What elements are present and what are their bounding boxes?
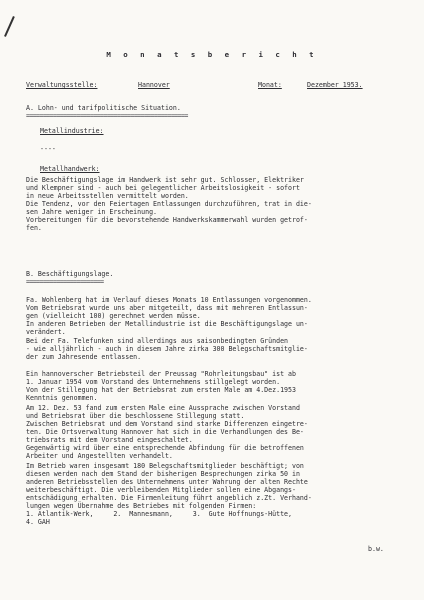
section-b-line: triebsrats mit dem Vorstand eingeschaltet. — [26, 436, 193, 444]
section-a-line: und Klempner sind - auch bei gelegentlicher Arbeitslosigkeit - sofort — [26, 184, 300, 192]
section-a-line: sen Jahre weniger in Erscheinung. — [26, 208, 158, 216]
section-b-line: gen (vielleicht 100) gerechnet werden müsse. — [26, 312, 201, 320]
metal-industry-dash: ---- — [40, 145, 56, 153]
section-b-line: Von der Stillegung hat der Betriebsrat zum ersten Male am 4.Dez.1953 — [26, 386, 296, 394]
section-b-line: - wie alljährlich - auch in diesem Jahre zirka 300 Belegschaftsmitglie- — [26, 345, 308, 353]
section-b-line: anderen Betriebsstellen des Unternehmens unter Wahrung der alten Rechte — [26, 478, 308, 486]
pen-stroke-mark — [4, 16, 15, 37]
section-b-line: In anderen Betrieben der Metallindustrie ist die Beschäftigungslage un- — [26, 320, 308, 328]
section-b-line: Ein hannoverscher Betriebsteil der Preussag "Rohrleitungsbau" ist ab — [26, 370, 296, 378]
section-b-line: verändert. — [26, 328, 66, 336]
section-b-line: lungen wegen Übernahme des Betriebes mit folgenden Firmen: — [26, 502, 257, 510]
section-a-line: fen. — [26, 224, 42, 232]
section-b-line: Zwischen Betriebsrat und dem Vorstand sind starke Differenzen eingetre- — [26, 420, 308, 428]
month-value: Dezember 1953. — [307, 81, 363, 89]
section-b-heading: B. Beschäftigungslage. — [26, 270, 114, 278]
metal-industry-heading: Metallindustrie: — [40, 127, 104, 135]
signature-initials: b.w. — [368, 545, 384, 553]
section-a-line: Die Tendenz, vor den Feiertagen Entlassungen durchzuführen, trat in die- — [26, 200, 312, 208]
section-b-line: Arbeiter und Angestellten verhandelt. — [26, 452, 173, 460]
section-b-line: Vom Betriebsrat wurde uns aber mitgeteilt, dass mit mehreren Entlassun- — [26, 304, 308, 312]
metal-craft-heading: Metallhandwerk: — [40, 165, 100, 173]
section-b-line: der zum Jahresende entlassen. — [26, 353, 142, 361]
section-b-line: weiterbeschäftigt. Die verbleibenden Mitglieder sollen eine Abgangs- — [26, 486, 296, 494]
document-title: M o n a t s b e r i c h t — [106, 50, 318, 59]
month-label: Monat: — [258, 81, 282, 89]
section-b-line: ten. Die Ortsverwaltung Hannover hat sich in die Verhandlungen des Be- — [26, 428, 304, 436]
section-a-heading: A. Lohn- und tarifpolitische Situation. — [26, 104, 181, 112]
office-value: Hannover — [138, 81, 170, 89]
section-b-line: 1. Atlantik-Werk, 2. Mannesmann, 3. Gute Hoffnungs-Hütte, — [26, 510, 292, 518]
section-a-rule: ================================================ — [26, 112, 188, 120]
section-b-line: Am 12. Dez. 53 fand zum ersten Male eine Aussprache zwischen Vorstand — [26, 404, 300, 412]
section-a-line: in neue Arbeitsstellen vermittelt worden. — [26, 192, 189, 200]
section-b-line: 4. GAH — [26, 518, 50, 526]
section-b-line: Im Betrieb waren insgesamt 180 Belegschaftsmitglieder beschäftigt; von — [26, 462, 304, 470]
section-b-rule: ======================= — [26, 278, 104, 286]
section-b-line: diesen werden nach dem Stand der bisherigen Besprechungen zirka 50 in — [26, 470, 300, 478]
section-a-line: Vorbereitungen für die bevorstehende Handwerkskammerwahl wurden getrof- — [26, 216, 308, 224]
section-b-line: Bei der Fa. Telefunken sind allerdings aus saisonbedingten Gründen — [26, 337, 289, 345]
section-a-line: Die Beschäftigungslage im Handwerk ist sehr gut. Schlosser, Elektriker — [26, 176, 304, 184]
office-label: Verwaltungsstelle: — [26, 81, 98, 89]
section-b-line: Kenntnis genommen. — [26, 394, 98, 402]
section-b-line: und Betriebsrat über die beschlossene Stillegung statt. — [26, 412, 245, 420]
section-b-line: entschädigung erhalten. Die Firmenleitung führt angeblich z.Zt. Verhand- — [26, 494, 312, 502]
section-b-line: 1. Januar 1954 vom Vorstand des Unternehmens stillgelegt worden. — [26, 378, 281, 386]
section-b-line: Gegenwärtig wird über eine entsprechende Abfindung für die betroffenen — [26, 444, 304, 452]
section-b-line: Fa. Wohlenberg hat im Verlauf dieses Monats 10 Entlassungen vorgenommen. — [26, 296, 312, 304]
